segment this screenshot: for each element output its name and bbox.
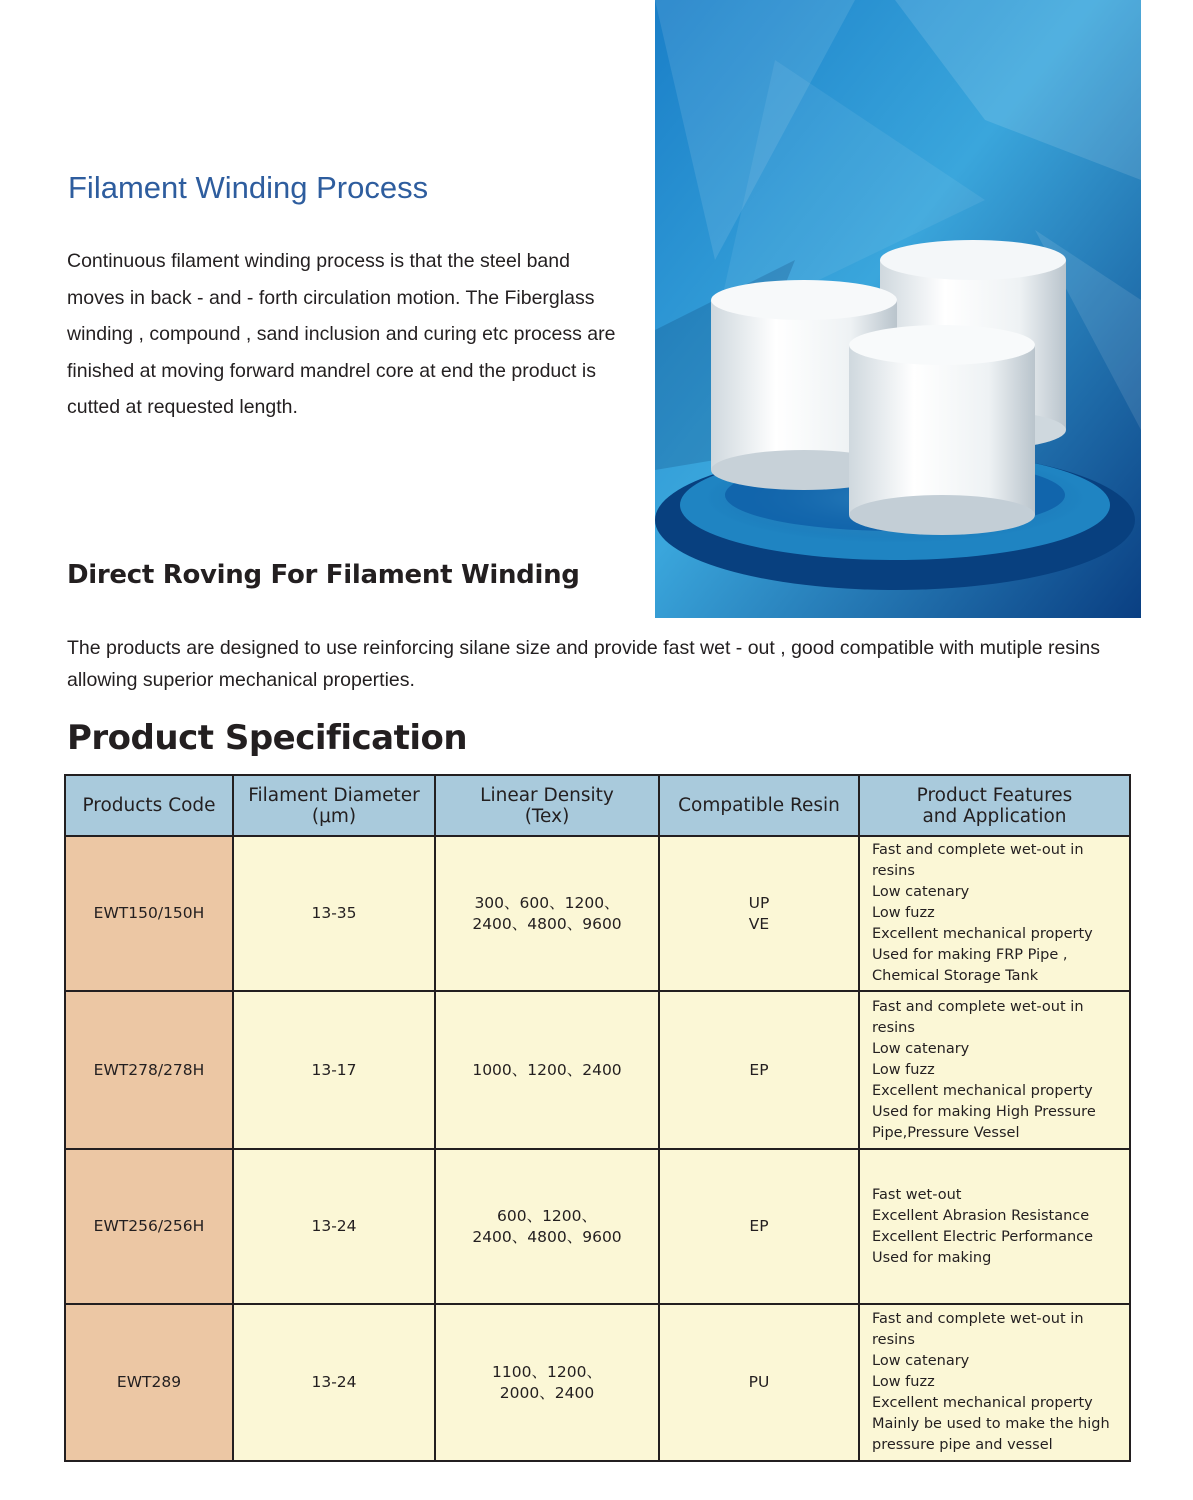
header-product-features: Product Features and Application: [859, 775, 1130, 836]
product-code-cell: EWT278/278H: [65, 991, 233, 1149]
compatible-resin-cell: UP VE: [659, 836, 859, 991]
product-specification-title: Product Specification: [67, 718, 468, 758]
filament-diameter-cell: 13-24: [233, 1149, 435, 1304]
compatible-resin-cell: PU: [659, 1304, 859, 1461]
linear-density-cell: 1100、1200、 2000、2400: [435, 1304, 659, 1461]
filament-diameter-cell: 13-35: [233, 836, 435, 991]
direct-roving-title: Direct Roving For Filament Winding: [67, 560, 580, 590]
filament-winding-title: Filament Winding Process: [68, 170, 429, 205]
table-row: [65, 1304, 1130, 1461]
product-code-cell: EWT150/150H: [65, 836, 233, 991]
product-code-cell: EWT289: [65, 1304, 233, 1461]
direct-roving-description: The products are designed to use reinforcing silane size and provide fast wet - out , good compatible with mutiple resins allowing superior mechanical properties.: [67, 637, 1100, 691]
features-cell: Fast and complete wet-out in resins Low catenary Low fuzz Excellent mechanical property Used for making FRP Pipe , Chemical Storage Tank: [859, 836, 1130, 991]
table-row: [65, 1149, 1130, 1304]
filament-diameter-cell: 13-17: [233, 991, 435, 1149]
header-compatible-resin: Compatible Resin: [659, 775, 859, 836]
compatible-resin-cell: EP: [659, 1149, 859, 1304]
linear-density-cell: 1000、1200、2400: [435, 991, 659, 1149]
linear-density-cell: 300、600、1200、 2400、4800、9600: [435, 836, 659, 991]
product-code-cell: EWT256/256H: [65, 1149, 233, 1304]
features-cell: Fast and complete wet-out in resins Low catenary Low fuzz Excellent mechanical property Mainly be used to make the high pressure pipe and vessel: [859, 1304, 1130, 1461]
header-linear-density: Linear Density (Tex): [435, 775, 659, 836]
header-products-code: Products Code: [65, 775, 233, 836]
compatible-resin-cell: EP: [659, 991, 859, 1149]
filament-diameter-cell: 13-24: [233, 1304, 435, 1461]
table-row: [65, 836, 1130, 991]
product-specification-table: [64, 774, 1131, 1462]
linear-density-cell: 600、1200、 2400、4800、9600: [435, 1149, 659, 1304]
header-filament-diameter: Filament Diameter (μm): [233, 775, 435, 836]
filament-winding-description: Continuous filament winding process is that the steel band moves in back - and - forth circulation motion. The Fiberglass winding , compound , sand inclusion and curing etc process are finished at moving forward mandrel core at end the product is cutted at requested length.: [67, 250, 616, 418]
fiberglass-roving-photo: [655, 0, 1141, 618]
table-header-row: [65, 775, 1130, 836]
table-row: [65, 991, 1130, 1149]
features-cell: Fast and complete wet-out in resins Low catenary Low fuzz Excellent mechanical property Used for making High Pressure Pipe,Pressure Vessel: [859, 991, 1130, 1149]
features-cell: Fast wet-out Excellent Abrasion Resistance Excellent Electric Performance Used for making: [859, 1149, 1130, 1304]
